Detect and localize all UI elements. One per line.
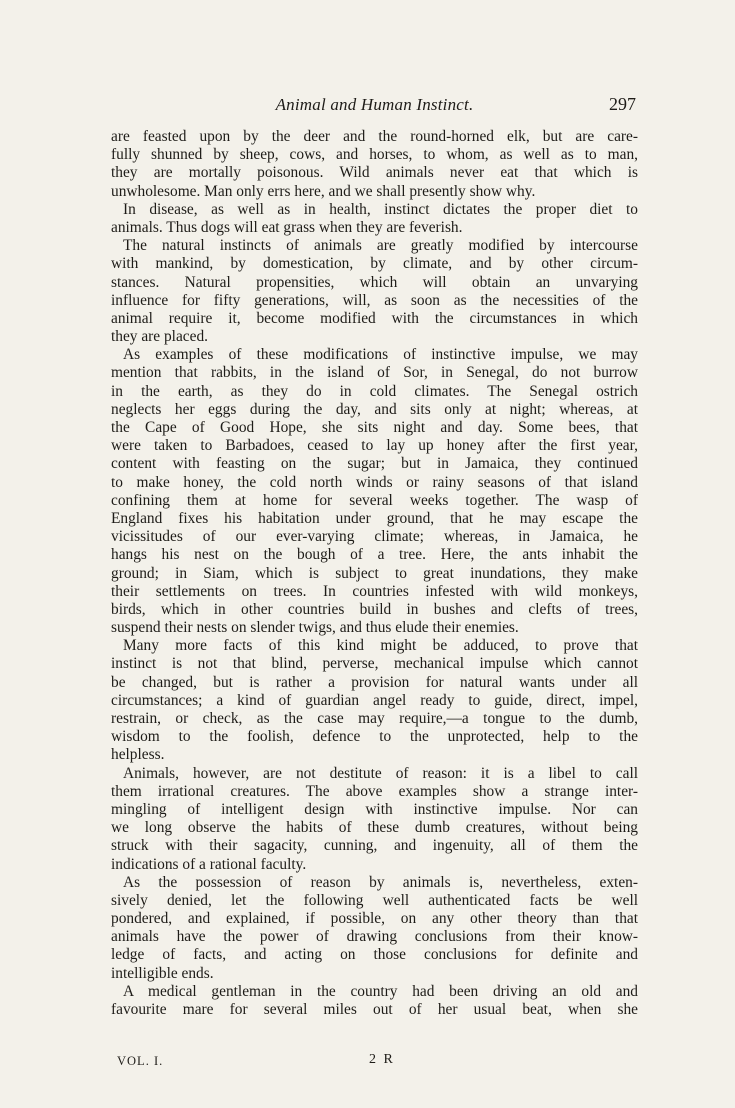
text-line: hangs his nest on the bough of a tree. Here, the ants inhabit the: [111, 546, 638, 564]
text-line: to make honey, the cold north winds or rainy seasons of that island: [111, 473, 638, 491]
text-line: indications of a rational faculty.: [111, 855, 307, 873]
text-line: In disease, as well as in health, instinct dictates the proper diet to: [123, 200, 638, 218]
text-line: vicissitudes of our ever-varying climate; whereas, in Jamaica, he: [111, 528, 638, 546]
text-line: Many more facts of this kind might be adduced, to prove that: [123, 637, 638, 655]
running-header: [111, 95, 638, 119]
text-line: they are placed.: [111, 328, 208, 346]
text-line: The natural instincts of animals are greatly modified by intercourse: [123, 237, 638, 255]
text-line: favourite mare for several miles out of her usual beat, when she: [111, 1001, 638, 1018]
text-line: animal require it, become modified with the circumstances in which: [111, 309, 638, 327]
text-line: mention that rabbits, in the island of Sor, in Senegal, do not burrow: [111, 364, 638, 382]
text-line: we long observe the habits of these dumb creatures, without being: [111, 819, 638, 837]
page-footer: [111, 1054, 638, 1072]
text-line: with mankind, by domestication, by climate, and by other circum-: [111, 255, 638, 273]
text-line: the Cape of Good Hope, she sits night and day. Some bees, that: [111, 419, 638, 436]
text-line: restrain, or check, as the case may require,—a tongue to the dumb,: [111, 710, 638, 727]
running-title: Animal and Human Instinct.: [275, 95, 474, 114]
text-line: confining them at home for several weeks together. The wasp of: [111, 491, 638, 509]
text-line: influence for fifty generations, will, as soon as the necessities of the: [111, 291, 638, 309]
text-line: ground; in Siam, which is subject to great inundations, they make: [111, 564, 638, 582]
text-line: circumstances; a kind of guardian angel ready to guide, direct, impel,: [111, 691, 638, 709]
text-line: England fixes his habitation under ground, that he may escape the: [111, 509, 638, 527]
text-line: A medical gentleman in the country had been driving an old and: [123, 982, 638, 1000]
text-line: in the earth, as they do in cold climates. The Senegal ostrich: [111, 382, 638, 400]
text-line: birds, which in other countries build in bushes and clefts of trees,: [111, 600, 638, 618]
text-line: sively denied, let the following well authenticated facts be well: [111, 891, 638, 909]
text-line: are feasted upon by the deer and the round-horned elk, but are care-: [111, 128, 638, 145]
text-line: wisdom to the foolish, defence to the unprotected, help to the: [111, 728, 638, 746]
text-line: animals. Thus dogs will eat grass when they are feverish.: [111, 218, 463, 236]
volume-mark: VOL. I.: [117, 1054, 164, 1068]
text-line: neglects her eggs during the day, and sits only at night; whereas, at: [111, 400, 638, 418]
page-number: 297: [609, 94, 636, 114]
text-line: were taken to Barbadoes, ceased to lay up honey after the first year,: [111, 437, 638, 455]
text-line: fully shunned by sheep, cows, and horses, to whom, as well as to man,: [111, 146, 638, 164]
text-line: content with feasting on the sugar; but in Jamaica, they continued: [111, 455, 638, 473]
text-line: suspend their nests on slender twigs, and thus elude their enemies.: [111, 619, 519, 637]
text-line: As examples of these modifications of instinctive impulse, we may: [123, 346, 638, 364]
text-line: helpless.: [111, 746, 165, 764]
text-line: mingling of intelligent design with instinctive impulse. Nor can: [111, 800, 638, 818]
text-line: As the possession of reason by animals is, nevertheless, exten-: [123, 873, 638, 891]
text-line: stances. Natural propensities, which will obtain an unvarying: [111, 273, 638, 291]
text-line: unwholesome. Man only errs here, and we shall presently show why.: [111, 182, 536, 200]
text-line: their settlements on trees. In countries infested with wild monkeys,: [111, 582, 638, 600]
text-line: struck with their sagacity, cunning, and ingenuity, all of them the: [111, 837, 638, 855]
text-line: ledge of facts, and acting on those conclusions for definite and: [111, 946, 638, 964]
text-line: Animals, however, are not destitute of reason: it is a libel to call: [123, 764, 638, 782]
body-text: [111, 128, 638, 1019]
text-line: them irrational creatures. The above examples show a strange inter-: [111, 782, 638, 800]
text-line: animals have the power of drawing conclusions from their know-: [111, 928, 638, 946]
text-line: pondered, and explained, if possible, on any other theory than that: [111, 910, 638, 928]
text-line: instinct is not that blind, perverse, mechanical impulse which cannot: [111, 655, 638, 673]
signature-mark: 2 R: [369, 1052, 395, 1067]
text-line: be changed, but is rather a provision for natural wants under all: [111, 673, 638, 691]
text-line: intelligible ends.: [111, 964, 214, 982]
text-line: they are mortally poisonous. Wild animals never eat that which is: [111, 164, 638, 182]
